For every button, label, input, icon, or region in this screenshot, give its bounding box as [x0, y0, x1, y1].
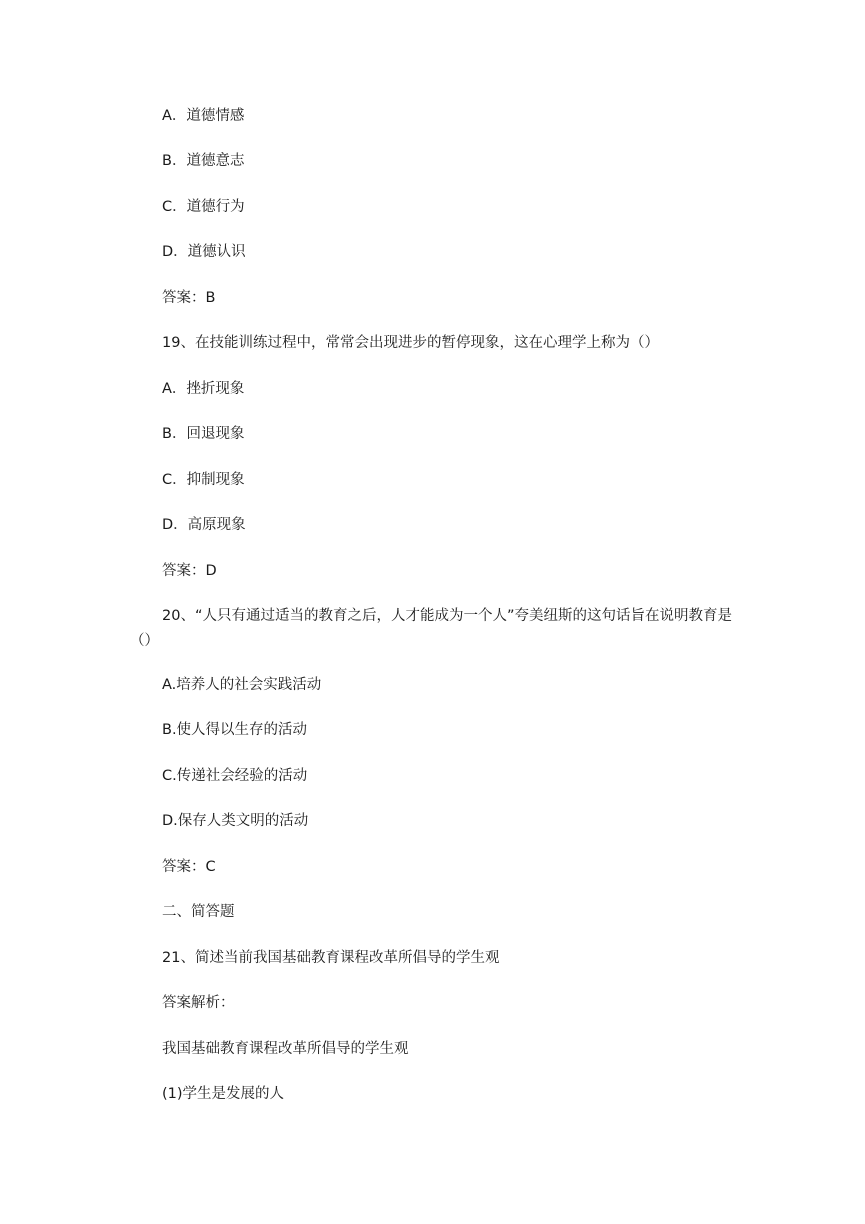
- q18-answer: 答案：B: [162, 290, 216, 306]
- q18-option-a: A．道德情感: [162, 108, 245, 124]
- q21-question: 21、简述当前我国基础教育课程改革所倡导的学生观: [162, 950, 500, 966]
- q20-question: 20、“人只有通过适当的教育之后，人才能成为一个人”夸美纽斯的这句话旨在说明教育是（）: [130, 608, 732, 649]
- q20-option-b: B.使人得以生存的活动: [162, 722, 308, 738]
- q19-answer: 答案：D: [162, 563, 217, 579]
- q18-option-c: C．道德行为: [162, 199, 245, 215]
- q21-analysis-label: 答案解析：: [162, 995, 235, 1011]
- q19-question: 19、在技能训练过程中，常常会出现进步的暂停现象，这在心理学上称为（）: [162, 335, 659, 351]
- q20-answer: 答案：C: [162, 859, 216, 875]
- q21-analysis-intro: 我国基础教育课程改革所倡导的学生观: [162, 1041, 409, 1057]
- q20-option-d: D.保存人类文明的活动: [162, 813, 309, 829]
- q19-option-c: C．抑制现象: [162, 472, 245, 488]
- q20-option-a: A.培养人的社会实践活动: [162, 677, 322, 693]
- section-heading: 二、简答题: [162, 904, 235, 920]
- q19-option-d: D．高原现象: [162, 517, 246, 533]
- q18-option-d: D．道德认识: [162, 244, 246, 260]
- q20-option-c: C.传递社会经验的活动: [162, 768, 308, 784]
- q18-option-b: B．道德意志: [162, 153, 245, 169]
- q19-option-b: B．回退现象: [162, 426, 245, 442]
- q19-option-a: A．挫折现象: [162, 381, 245, 397]
- q21-point-1: (1)学生是发展的人: [162, 1086, 285, 1102]
